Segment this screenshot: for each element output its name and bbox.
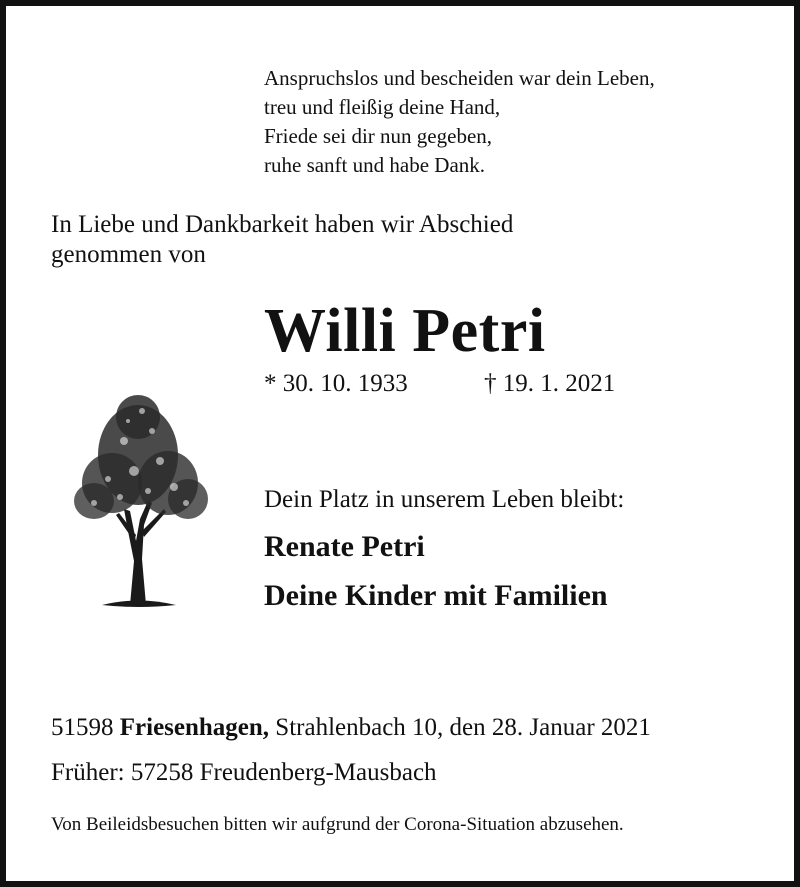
former-address: Früher: 57258 Freudenberg-Mausbach — [51, 759, 437, 786]
mourner-name: Deine Kinder mit Familien — [264, 579, 608, 612]
address-line — [51, 714, 651, 742]
mourner-name: Renate Petri — [264, 530, 425, 563]
deceased-name: Willi Petri — [264, 297, 546, 365]
poem — [264, 64, 655, 180]
poem-line: Friede sei dir nun gegeben, — [264, 124, 493, 148]
mourners-intro: Dein Platz in unserem Leben bleibt: — [264, 486, 625, 513]
death-date: † 19. 1. 2021 — [484, 370, 616, 397]
street-date: Strahlenbach 10, den 28. Januar 2021 — [275, 714, 651, 741]
intro-text — [51, 210, 513, 270]
postcode: 51598 — [51, 714, 114, 741]
town: Friesenhagen, — [119, 714, 270, 741]
tree-icon — [64, 391, 212, 611]
condolence-note: Von Beileidsbesuchen bitten wir aufgrund der Corona-Situation abzusehen. — [51, 814, 624, 835]
poem-line: treu und fleißig deine Hand, — [264, 95, 501, 119]
intro-line: In Liebe und Dankbarkeit haben wir Abschied — [51, 211, 514, 238]
poem-line: Anspruchslos und bescheiden war dein Leben, — [264, 66, 655, 90]
birth-date: * 30. 10. 1933 — [264, 370, 408, 397]
intro-line: genommen von — [51, 241, 206, 268]
poem-line: ruhe sanft und habe Dank. — [264, 153, 486, 177]
